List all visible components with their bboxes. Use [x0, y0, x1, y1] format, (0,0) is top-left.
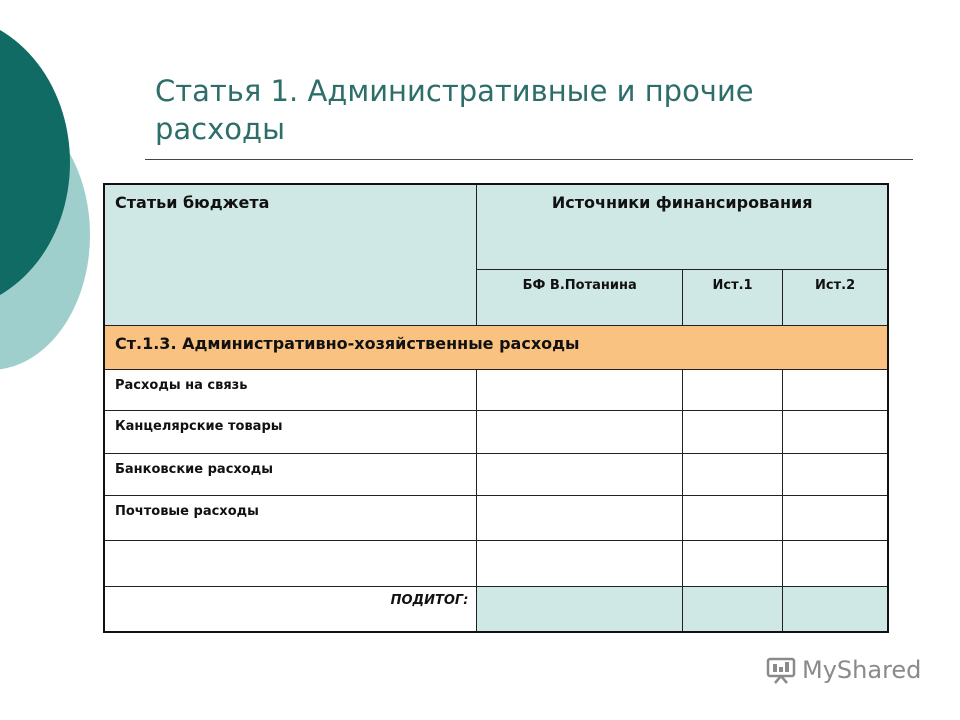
watermark — [766, 656, 921, 684]
subtotal-label: ПОДИТОГ: — [104, 586, 477, 632]
table-cell — [682, 410, 782, 453]
subtotal-cell — [477, 586, 683, 632]
row-label: Банковские расходы — [104, 453, 477, 495]
table-row — [104, 453, 888, 495]
slide-title: Статья 1. Административные и прочие расходы — [155, 74, 754, 146]
table-cell — [783, 495, 888, 540]
table-row — [104, 410, 888, 453]
budget-table — [103, 183, 889, 633]
table-cell — [783, 410, 888, 453]
subtotal-cell — [783, 586, 888, 632]
presentation-board-icon — [766, 656, 796, 684]
table-row — [104, 495, 888, 540]
table-cell — [682, 369, 782, 410]
watermark-text: MyShared — [802, 656, 922, 684]
table-row — [104, 540, 888, 586]
row-label: Почтовые расходы — [104, 495, 477, 540]
table-cell — [682, 495, 782, 540]
table-row — [104, 369, 888, 410]
table-cell — [477, 369, 683, 410]
title-divider — [145, 159, 913, 160]
section-title: Ст.1.3. Административно-хозяйственные расходы — [104, 325, 888, 369]
table-cell — [477, 453, 683, 495]
header-source-1: Ист.1 — [682, 269, 782, 325]
table-cell — [783, 453, 888, 495]
table-header-row — [104, 184, 888, 269]
subtotal-row — [104, 586, 888, 632]
header-funding-sources: Источники финансирования — [477, 184, 888, 269]
table-cell — [477, 540, 683, 586]
header-source-bf: БФ В.Потанина — [477, 269, 683, 325]
table-cell — [477, 495, 683, 540]
table-cell — [682, 453, 782, 495]
table-cell — [783, 540, 888, 586]
table-cell — [477, 410, 683, 453]
table-cell — [783, 369, 888, 410]
header-budget-items: Статьи бюджета — [104, 184, 477, 325]
row-label: Расходы на связь — [104, 369, 477, 410]
section-row — [104, 325, 888, 369]
subtotal-cell — [682, 586, 782, 632]
header-source-2: Ист.2 — [783, 269, 888, 325]
row-label: Канцелярские товары — [104, 410, 477, 453]
table-cell — [682, 540, 782, 586]
row-label — [104, 540, 477, 586]
